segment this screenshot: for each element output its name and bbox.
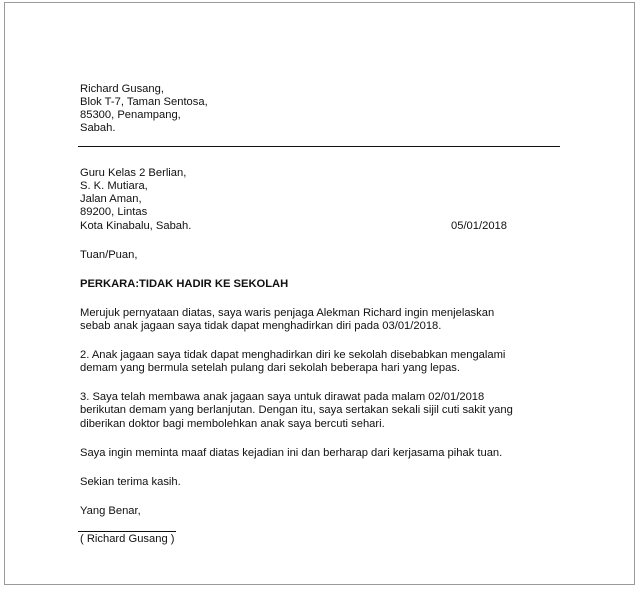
- letter-date: 05/01/2018: [451, 220, 507, 232]
- header-divider: [78, 146, 560, 147]
- paragraph-5: Sekian terima kasih.: [80, 476, 181, 488]
- closing: Yang Benar,: [80, 505, 141, 517]
- recipient-line-4: 89200, Lintas: [80, 206, 148, 218]
- signature-line: [78, 531, 176, 532]
- paragraph-3-line-3: diberikan doktor bagi membolehkan anak saya bercuti sehari.: [80, 418, 385, 430]
- paragraph-3-line-1: 3. Saya telah membawa anak jagaan saya untuk dirawat pada malam 02/01/2018: [80, 391, 485, 403]
- signature-name: ( Richard Gusang ): [80, 533, 175, 545]
- sender-address-line-1: Blok T-7, Taman Sentosa,: [80, 96, 208, 108]
- recipient-line-3: Jalan Aman,: [80, 193, 142, 205]
- sender-state: Sabah.: [80, 122, 116, 134]
- sender-name: Richard Gusang,: [80, 83, 164, 95]
- paragraph-4: Saya ingin meminta maaf diatas kejadian ini dan berharap dari kerjasama pihak tuan.: [80, 447, 503, 459]
- paragraph-1-line-2: sebab anak jagaan saya tidak dapat menghadirkan diri pada 03/01/2018.: [80, 320, 442, 332]
- recipient-line-1: Guru Kelas 2 Berlian,: [80, 167, 187, 179]
- sender-address-line-2: 85300, Penampang,: [80, 109, 181, 121]
- paragraph-2-line-1: 2. Anak jagaan saya tidak dapat menghadirkan diri ke sekolah disebabkan mengalami: [80, 349, 506, 361]
- subject-heading: PERKARA:TIDAK HADIR KE SEKOLAH: [80, 278, 289, 290]
- paragraph-1-line-1: Merujuk pernyataan diatas, saya waris penjaga Alekman Richard ingin menjelaskan: [80, 307, 495, 319]
- recipient-line-5: Kota Kinabalu, Sabah.: [80, 220, 192, 232]
- recipient-line-2: S. K. Mutiara,: [80, 180, 148, 192]
- paragraph-3-line-2: berikutan demam yang berlanjutan. Dengan itu, saya sertakan sekali sijil cuti sakit yang: [80, 404, 513, 416]
- salutation: Tuan/Puan,: [80, 249, 138, 261]
- paragraph-2-line-2: demam yang bermula setelah pulang dari sekolah beberapa hari yang lepas.: [80, 362, 460, 374]
